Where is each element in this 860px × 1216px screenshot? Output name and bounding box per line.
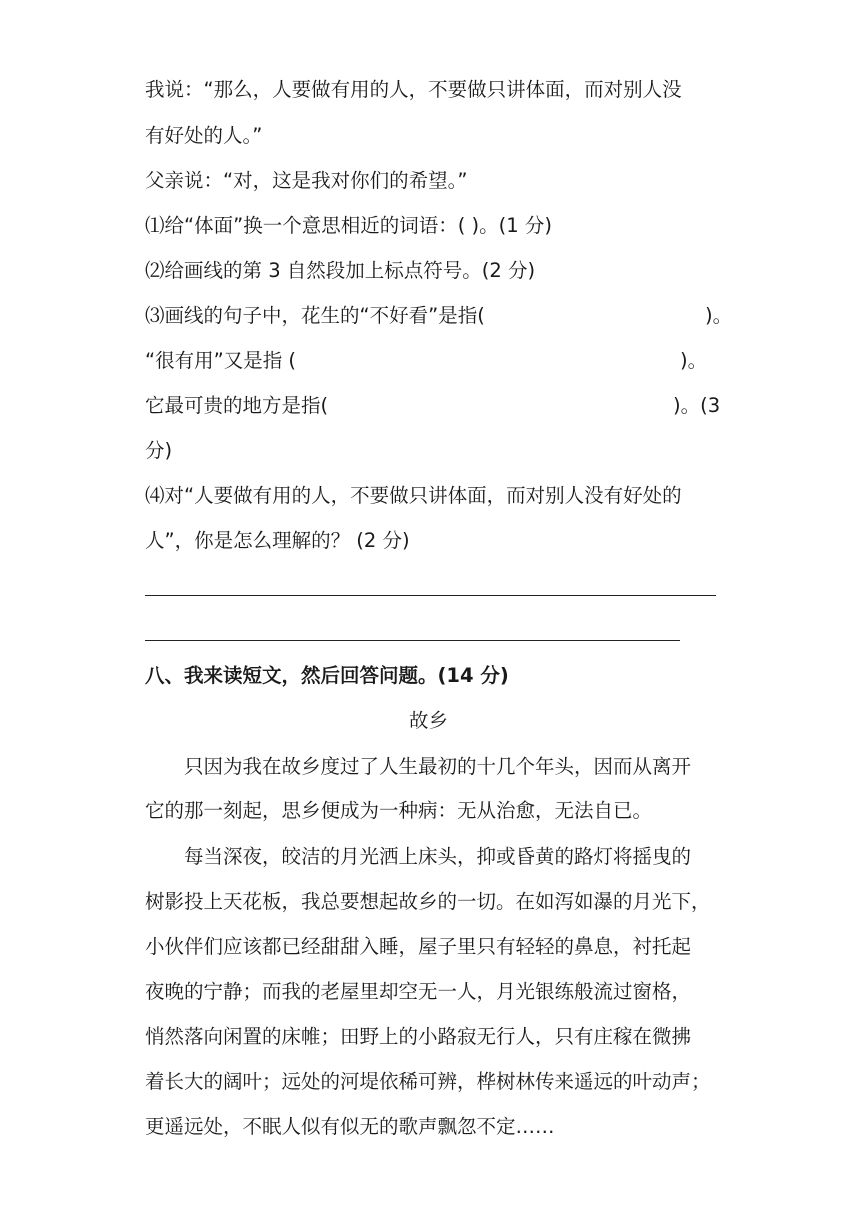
question-3-line-3: 它最可贵的地方是指( [145,394,329,417]
question-3-line-1: ⑶画线的句子中，花生的“不好看”是指( [145,304,485,327]
question-4-line-2: 人”，你是怎么理解的？ (2 分) [145,529,410,552]
passage-line: 树影投上天花板，我总要想起故乡的一切。在如泻如瀑的月光下， [145,890,711,913]
passage-line: 只因为我在故乡度过了人生最初的十几个年头，因而从离开 [184,755,692,778]
passage-title: 故乡 [409,709,449,732]
passage-line: 它的那一刻起，思乡便成为一种病：无从治愈，无法自已。 [145,799,653,822]
question-1: ⑴给“体面”换一个意思相近的词语：( )。(1 分) [145,214,552,237]
answer-line[interactable] [145,595,716,596]
answer-line[interactable] [145,640,680,641]
passage-line: 每当深夜，皎洁的月光洒上床头，抑或昏黄的路灯将摇曳的 [184,845,692,868]
question-2: ⑵给画线的第 3 自然段加上标点符号。(2 分) [145,259,536,282]
text-line: 父亲说：“对，这是我对你们的希望。” [145,169,468,192]
question-3-line-2-end: )。 [680,349,708,372]
question-4-line-1: ⑷对“人要做有用的人，不要做只讲体面，而对别人没有好处的 [145,484,682,507]
question-3-line-4: 分) [145,439,173,462]
question-3-line-1-end: )。 [705,304,733,327]
section-heading: 八、我来读短文，然后回答问题。(14 分) [145,664,509,687]
passage-line: 夜晚的宁静；而我的老屋里却空无一人，月光银练般流过窗格， [145,980,692,1003]
passage-line: 悄然落向闲置的床帷；田野上的小路寂无行人，只有庄稼在微拂 [145,1025,692,1048]
passage-line: 着长大的阔叶；远处的河堤依稀可辨，桦树林传来遥远的叶动声； [145,1070,711,1093]
text-line: 我说：“那么，人要做有用的人，不要做只讲体面，而对别人没 [145,78,682,101]
question-3-line-2: “很有用”又是指 ( [145,349,297,372]
passage-line: 更遥远处，不眠人似有似无的歌声飘忽不定…… [145,1115,555,1138]
passage-line: 小伙伴们应该都已经甜甜入睡，屋子里只有轻轻的鼻息，衬托起 [145,935,692,958]
text-line: 有好处的人。” [145,124,263,147]
question-3-line-3-end: )。(3 [673,394,721,417]
